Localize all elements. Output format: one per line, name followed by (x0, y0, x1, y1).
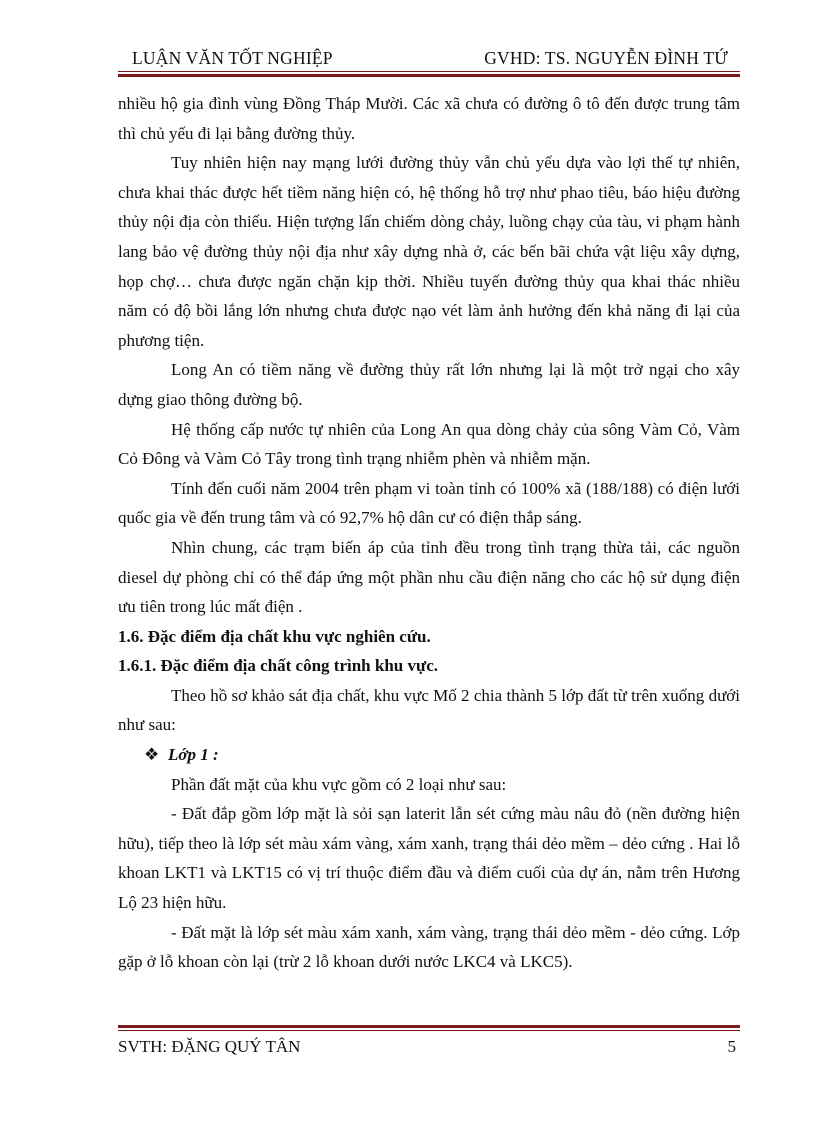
page-body (118, 89, 740, 977)
paragraph-2: Tuy nhiên hiện nay mạng lưới đường thủy vẫn chủ yếu dựa vào lợi thế tự nhiên, chưa khai thác được hết tiềm năng hiện có, hệ thống hỗ trợ như phao tiêu, báo hiệu đường thủy nội địa còn thiếu. Hiện tượng lấn chiếm dòng chảy, luồng chạy của tàu, vi phạm hành lang bảo vệ đường thủy nội địa như xây dựng nhà ở, các bến bãi chứa vật liệu xây dựng, họp chợ… chưa được ngăn chặn kịp thời. Nhiều tuyến đường thủy qua khai thác nhiều năm có độ bồi lắng lớn nhưng chưa được nạo vét làm ảnh hưởng đến khả năng đi lại của phương tiện. (118, 153, 740, 350)
layer-1-label: Lớp 1 : (168, 745, 219, 765)
header-rule-thick (118, 74, 740, 77)
paragraph-4: Hệ thống cấp nước tự nhiên của Long An qua dòng chảy của sông Vàm Cỏ, Vàm Cỏ Đông và Vàm Cỏ Tây trong tình trạng nhiễm phèn và nhiễm mặn. (118, 419, 740, 469)
layer-1-item (118, 740, 740, 770)
paragraph-1: nhiều hộ gia đình vùng Đồng Tháp Mười. Các xã chưa có đường ô tô đến được trung tâm thì chủ yếu đi lại bằng đường thủy. (118, 94, 740, 143)
diamond-bullet-icon: ❖ (144, 745, 160, 765)
paragraph-5: Tính đến cuối năm 2004 trên phạm vi toàn tỉnh có 100% xã (188/188) có điện lưới quốc gia về đến trung tâm và có 92,7% hộ dân cư có điện thắp sáng. (118, 478, 740, 528)
page-header (118, 46, 740, 74)
paragraph-8: Phần đất mặt của khu vực gồm có 2 loại như sau: (171, 774, 507, 794)
paragraph-7: Theo hồ sơ khảo sát địa chất, khu vực Mố 2 chia thành 5 lớp đất từ trên xuống dưới như sau: (118, 685, 740, 735)
footer-student: SVTH: ĐẶNG QUÝ TÂN (118, 1037, 301, 1056)
header-rule-thin (118, 71, 740, 72)
paragraph-9: - Đất đắp gồm lớp mặt là sỏi sạn laterit lẫn sét cứng màu nâu đỏ (nền đường hiện hữu), tiếp theo là lớp sét màu xám vàng, xám xanh, trạng thái dẻo mềm – dẻo cứng . Hai lỗ khoan LKT1 và LKT15 có vị trí thuộc điểm đầu và điểm cuối của dự án, nằm trên Hương Lộ 23 hiện hữu. (118, 804, 740, 913)
header-advisor: GVHD: TS. NGUYỄN ĐÌNH TỨ (484, 48, 728, 68)
page-footer (118, 1037, 740, 1063)
section-heading-1-6-1: 1.6.1. Đặc điểm địa chất công trình khu vực. (118, 656, 438, 676)
footer-rule-thin (118, 1030, 740, 1031)
section-heading-1-6: 1.6. Đặc điểm địa chất khu vực nghiên cứu. (118, 626, 431, 646)
paragraph-3: Long An có tiềm năng về đường thủy rất lớn nhưng lại là một trở ngại cho xây dựng giao thông đường bộ. (118, 360, 740, 409)
header-thesis-title: LUẬN VĂN TỐT NGHIỆP (132, 48, 333, 68)
paragraph-10: - Đất mặt là lớp sét màu xám xanh, xám vàng, trạng thái dẻo mềm - dẻo cứng. Lớp gặp ở lỗ khoan còn lại (trừ 2 lỗ khoan dưới nước LKC4 và LKC5). (118, 922, 740, 972)
paragraph-6: Nhìn chung, các trạm biến áp của tỉnh đều trong tình trạng thừa tải, các nguồn diesel dự phòng chỉ có thể đáp ứng một phần nhu cầu điện năng cho các hộ sử dụng điện ưu tiên trong lúc mất điện . (118, 537, 740, 617)
footer-rule-thick (118, 1025, 740, 1028)
page-number: 5 (727, 1037, 736, 1056)
